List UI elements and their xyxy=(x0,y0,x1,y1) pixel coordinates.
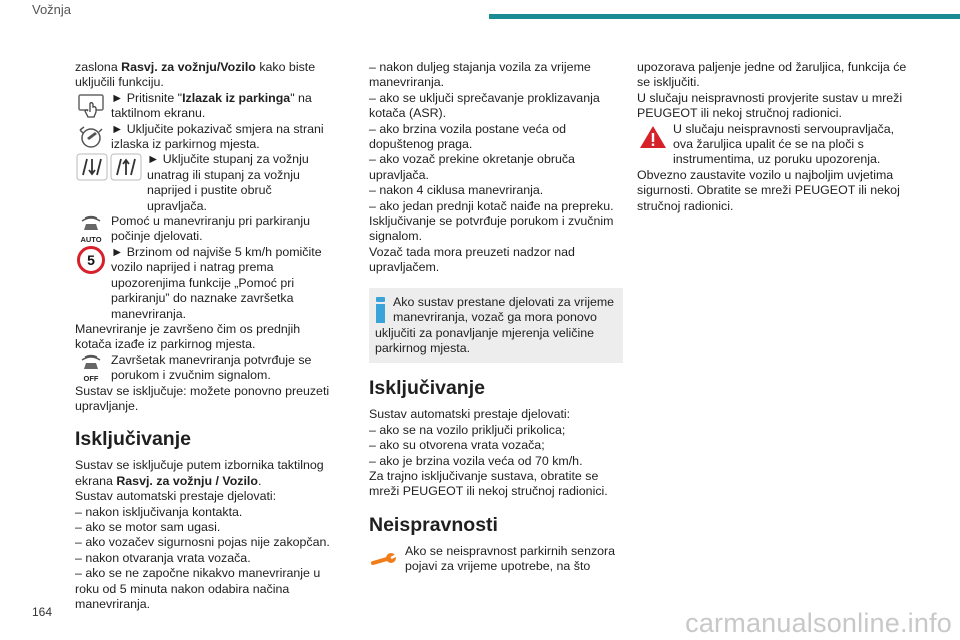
page-header-title: Vožnja xyxy=(32,2,72,17)
list-item: – nakon 4 ciklusa manevriranja. xyxy=(369,183,544,198)
gear-selection-icon xyxy=(75,152,143,182)
touchscreen-press-icon xyxy=(75,91,107,121)
section-heading: Isključivanje xyxy=(369,377,485,400)
page-number: 164 xyxy=(32,605,53,619)
info-icon xyxy=(375,297,387,323)
watermark: carmanualsonline.info xyxy=(685,608,952,638)
park-assist-off-icon xyxy=(75,353,107,383)
list-item: – ako se uključi sprečavanje proklizavanja kotača (ASR). xyxy=(369,90,600,121)
section-heading: Isključivanje xyxy=(75,428,191,451)
step-indicator: ► Uključite pokazivač smjera na strani izlaska iz parkirnog mjesta. xyxy=(75,122,335,153)
off-confirmation: OFF Završetak manevriranja potvrđuje se porukom i zvučnim signalom. xyxy=(75,353,335,384)
list-item: – ako se ne započne nikakvo manevriranje u roku od 5 minuta nakon odabira načina manevriranja. xyxy=(75,566,321,611)
list-item: – ako jedan prednji kotač naiđe na prepreku. xyxy=(369,198,614,213)
step-touchscreen: ► Pritisnite "Izlazak iz parkinga" na taktilnom ekranu. xyxy=(75,91,335,122)
speed-limit-step: 5 ► Brzinom od najviše 5 km/h pomičite vozilo naprijed i natrag prema upozorenjima funkcije „Pomoć pri parkiranju” do naznake završetka manevriranja. xyxy=(75,245,335,322)
list-item: – ako vozač prekine okretanje obruča upravljača. xyxy=(369,152,575,182)
list-item: – ako brzina vozila postane veća od dopuštenog praga. xyxy=(369,121,566,152)
column-3: upozorava paljenje jedne od žaruljica, funkcija će se isključiti. U slučaju neispravnosti provjerite sustav u mreži PEUGEOT ili nekoj stručnoj radionici. U slučaju neispravnosti servoupravljača, ova žaruljica upalit će se na ploči s instrumentima, uz poruku upozorenja. Obvezno zaustavite vozilo u najboljim uvjetima sigurnosti. Obratite se mreži PEUGEOT ili nekoj stručnoj radionici. xyxy=(637,60,907,213)
auto-label: AUTO xyxy=(80,235,102,245)
section-heading: Neispravnosti xyxy=(369,513,498,536)
wrench-icon xyxy=(369,544,401,574)
info-box: Ako sustav prestane djelovati za vrijeme manevriranja, vozač ga mora ponovo uključiti za ponavljanje mjerenja veličine parkirnog mjesta. xyxy=(369,288,623,364)
speed-limit-icon xyxy=(75,245,107,275)
warning-note: U slučaju neispravnosti servoupravljača, ova žaruljica upalit će se na ploči s instrumentima, uz poruku upozorenja. xyxy=(637,122,907,168)
list-item: – ako se na vozilo priključi prikolica; xyxy=(369,422,566,437)
step-gear: ► Uključite stupanj za vožnju unatrag ili stupanj za vožnju naprijed i pustite obruč upravljača. xyxy=(75,152,335,214)
list-item: – ako vozačev sigurnosni pojas nije zakopčan. xyxy=(75,535,330,550)
off-label: OFF xyxy=(83,373,99,383)
column-1: zaslona Rasvj. za vožnju/Vozilo kako biste uključili funkciju. ► Pritisnite "Izlazak iz parkinga" na taktilnom ekranu. ► Uključite pokazivač smjera na strani izlaska iz parkirnog mjesta. ► Uključite stupanj za vožnju unatrag ili stupanj za vožnju naprijed i pustite obruč upravljača. AUTO Pomoć u manevriranju pri parkiranju počinje djelovati. 5 ► Brzinom od najviše 5 km/h pomičite vozilo naprijed i natrag prema upozorenjima funkcije „Pomoć pri parkiranju” do naznake završetka manevriranja. Manevriranje je završeno čim os prednjih kotača izađe iz parkirnog mjesta. OFF Završetak manevriranja potvrđuje se porukom i zvučnim signalom. Sustav se isključuje: možete ponovno preuzeti upravljanje. Isključivanje Sustav se isključuje putem izbornika taktilnog ekrana Rasvj. za vožnju / Vozilo. Sustav automatski prestaje djelovati: – nakon isključivanja kontakta. – ako se motor sam ugasi. – ako vozačev sigurnosni pojas nije zakopčan. – nakon otvaranja vrata vozača. – ako se ne započne nikakvo manevriranje u roku od 5 minuta nakon odabira načina manevriranja. xyxy=(75,60,335,612)
list-item: – nakon otvaranja vrata vozača. xyxy=(75,550,251,565)
list-item: – ako je brzina vozila veća od 70 km/h. xyxy=(369,453,583,468)
intro-paragraph: zaslona Rasvj. za vožnju/Vozilo kako biste uključili funkciju. xyxy=(75,60,316,90)
list-item: – ako su otvorena vrata vozača; xyxy=(369,438,545,453)
list-item: – nakon duljeg stajanja vozila za vrijeme manevriranja. xyxy=(369,60,591,90)
fault-note: Ako se neispravnost parkirnih senzora pojavi za vrijeme upotrebe, na što xyxy=(369,544,623,575)
header-accent-bar xyxy=(489,14,960,19)
park-assist-auto-icon xyxy=(75,214,107,244)
speed-limit-value: 5 xyxy=(87,251,95,268)
warning-triangle-icon xyxy=(637,122,669,152)
list-item: – ako se motor sam ugasi. xyxy=(75,519,221,534)
auto-activation: AUTO Pomoć u manevriranju pri parkiranju počinje djelovati. xyxy=(75,214,335,245)
column-2: – nakon duljeg stajanja vozila za vrijeme manevriranja. – ako se uključi sprečavanje proklizavanja kotača (ASR). – ako brzina vozila postane veća od dopuštenog praga. – ako vozač prekine okretanje obruča upravljača. – nakon 4 ciklusa manevriranja. – ako jedan prednji kotač naiđe na prepreku. Isključivanje se potvrđuje porukom i zvučnim signalom. Vozač tada mora preuzeti nadzor nad upravljačem. Ako sustav prestane djelovati za vrijeme manevriranja, vozač ga mora ponovo uključiti za ponavljanje mjerenja veličine parkirnog mjesta. Isključivanje Sustav automatski prestaje djelovati: – ako se na vozilo priključi prikolica; – ako su otvorena vrata vozača; – ako je brzina vozila veća od 70 km/h. Za trajno isključivanje sustava, obratite se mreži PEUGEOT ili nekoj stručnoj radionici. Neispravnosti Ako se neispravnost parkirnih senzora pojavi za vrijeme upotrebe, na što xyxy=(369,60,623,575)
list-item: – nakon isključivanja kontakta. xyxy=(75,504,243,519)
indicator-stalk-icon xyxy=(75,122,107,152)
